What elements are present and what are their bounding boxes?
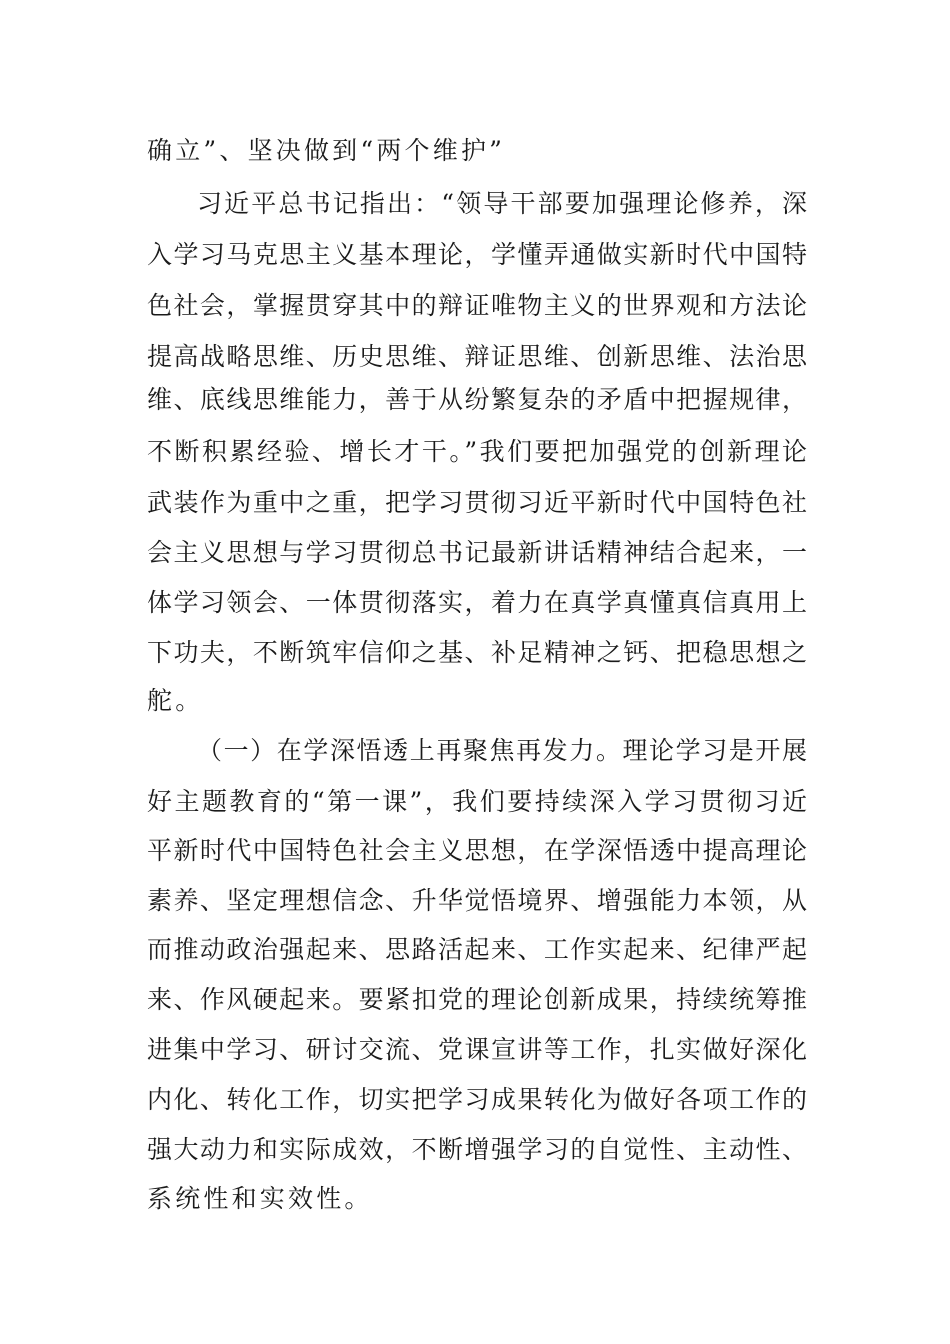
text-line: 习近平总书记指出：“领导干部要加强理论修养，深	[197, 189, 807, 218]
text-line: 确立”、坚决做到“两个维护”	[147, 136, 506, 165]
text-line: 不断积累经验、增长才干。”我们要把加强党的创新理论	[147, 437, 807, 466]
text-line: 而推动政治强起来、思路活起来、工作实起来、纪律严起	[147, 935, 807, 964]
text-line: 会主义思想与学习贯彻总书记最新讲话精神结合起来，一	[147, 538, 807, 567]
text-line: 系统性和实效性。	[147, 1184, 373, 1213]
text-line: 来、作风硬起来。要紧扣党的理论创新成果，持续统筹推	[147, 985, 807, 1014]
text-line: 下功夫，不断筑牢信仰之基、补足精神之钙、把稳思想之	[147, 638, 807, 667]
text-line: 色社会，掌握贯穿其中的辩证唯物主义的世界观和方法论	[147, 291, 807, 320]
text-line: 素养、坚定理想信念、升华觉悟境界、增强能力本领，从	[147, 886, 807, 915]
text-line: 平新时代中国特色社会主义思想，在学深悟透中提高理论	[147, 836, 807, 865]
text-line: 提高战略思维、历史思维、辩证思维、创新思维、法治思	[147, 342, 807, 371]
text-line: 进集中学习、研讨交流、党课宣讲等工作，扎实做好深化	[147, 1035, 807, 1064]
text-line: 舵。	[147, 686, 204, 715]
text-line: 维、底线思维能力，善于从纷繁复杂的矛盾中把握规律，	[147, 385, 807, 414]
text-line: 内化、转化工作，切实把学习成果转化为做好各项工作的	[147, 1085, 807, 1114]
text-line: 武装作为重中之重，把学习贯彻习近平新时代中国特色社	[147, 488, 807, 517]
text-line: 入学习马克思主义基本理论，学懂弄通做实新时代中国特	[147, 240, 807, 269]
text-line: 体学习领会、一体贯彻落实，着力在真学真懂真信真用上	[147, 588, 807, 617]
text-line: （一）在学深悟透上再聚焦再发力。理论学习是开展	[197, 736, 807, 765]
text-line: 强大动力和实际成效，不断增强学习的自觉性、主动性、	[147, 1135, 807, 1164]
text-line: 好主题教育的“第一课”，我们要持续深入学习贯彻习近	[147, 787, 807, 816]
